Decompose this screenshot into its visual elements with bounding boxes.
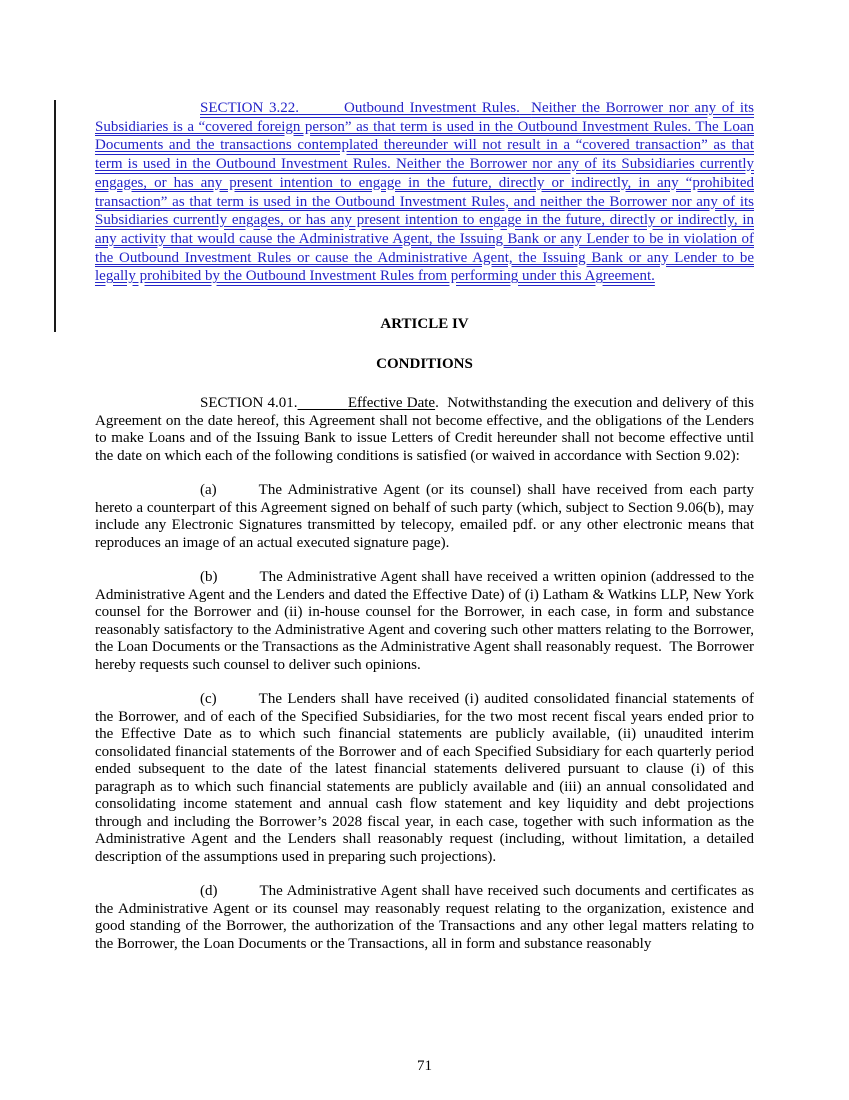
section-4-01-title: Effective Date [347, 395, 436, 412]
section-4-01-label: SECTION 4.01. [200, 395, 298, 412]
clause-b-text: The Administrative Agent shall have received a written opinion (addressed to the Administrative Agent and the Lenders and dated the Effective Date) of (i) Latham & Watkins LLP, New York counsel for the Borrower and (ii) in-house counsel for the Borrower, in each case, in form and substance reasonably satisfactory to the Administrative Agent and covering such other matters relating to the Borrower, the Loan Documents or the Transactions as the Administrative Agent shall reasonably request. The Borrower hereby requests such counsel to deliver such opinions. [95, 569, 754, 673]
conditions-heading: CONDITIONS [376, 355, 473, 372]
section-3-22-body: Neither the Borrower nor any of its Subsidiaries is a “covered foreign person” as that term is used in the Outbound Investment Rules. The Loan Documents and the transactions contemplated thereunder will not result in a “covered transaction” as that term is used in the Outbound Investment Rules. Neither the Borrower nor any of its Subsidiaries currently engages, or has any present intention to engage in the future, directly or indirectly, in any “prohibited transaction” as that term is used in the Outbound Investment Rules, and neither the Borrower nor any of its Subsidiaries currently engages, or has any present intention to engage in the future, directly or indirectly, in any activity that would cause the Administrative Agent, the Issuing Bank or any Lender to be in violation of the Outbound Investment Rules or cause the Administrative Agent, the Issuing Bank or any Lender to be legally prohibited by the Outbound Investment Rules from performing under this Agreement. [95, 100, 754, 285]
clause-b-paragraph [95, 569, 754, 674]
clause-c-paragraph [95, 691, 754, 866]
article-iv-heading: ARTICLE IV [380, 316, 469, 333]
revision-change-bar [54, 100, 56, 332]
clause-b-label: (b) [200, 569, 218, 586]
clause-a-label: (a) [200, 482, 217, 499]
clause-d-text: The Administrative Agent shall have received such documents and certificates as the Administrative Agent or its counsel may reasonably request relating to the organization, existence and good standing of the Borrower, the authorization of the Transactions and any other legal matters relating to the Borrower, the Loan Documents or the Transactions, all in form and substance reasonably [95, 883, 754, 952]
section-3-22-separator [520, 100, 531, 116]
section-4-01-tab [298, 395, 348, 411]
section-4-01-underlined-part [298, 395, 436, 411]
clause-a-text: The Administrative Agent (or its counsel) shall have received from each party hereto a counterpart of this Agreement signed on behalf of such party (which, subject to Section 9.06(b), may include any Electronic Signatures transmitted by telecopy, emailed pdf. or any other electronic means that reproduces an image of an actual executed signature page). [95, 482, 754, 551]
section-3-22-tab [299, 100, 344, 116]
clause-c-label: (c) [200, 691, 217, 708]
clause-a-paragraph [95, 482, 754, 552]
section-3-22-title: Outbound Investment Rules. [344, 100, 520, 116]
section-3-22-paragraph [95, 99, 754, 286]
section-4-01-paragraph [95, 395, 754, 465]
clause-d-label: (d) [200, 883, 218, 900]
section-3-22-label: SECTION 3.22. [200, 100, 299, 116]
section-4-01-body: . Notwithstanding the execution and delivery of this Agreement on the date hereof, this Agreement shall not become effective, and the obligations of the Lenders to make Loans and of the Issuing Bank to issue Letters of Credit hereunder shall not become effective until the date on which each of the following conditions is satisfied (or waived in accordance with Section 9.02): [95, 395, 754, 464]
document-content [95, 99, 754, 953]
clause-c-text: The Lenders shall have received (i) audited consolidated financial statements of the Borrower, and of each of the Specified Subsidiaries, for the two most recent fiscal years ended prior to the Effective Date as to which such financial statements are publicly available, (ii) unaudited interim consolidated financial statements of the Borrower and of each Specified Subsidiary for each quarterly period ended subsequent to the date of the latest financial statements delivered pursuant to clause (i) of this paragraph as to which such financial statements are publicly available and (iii) an annual consolidated and consolidating income statement and annual cash flow statement and key liquidity and debt projections through and including the Borrower’s 2028 fiscal year, in each case, together with such information as the Administrative Agent and the Lenders shall reasonably request (including, without limitation, a detailed description of the assumptions used in preparing such projections). [95, 691, 754, 865]
clause-d-paragraph [95, 883, 754, 953]
page-number: 71 [417, 1058, 432, 1074]
